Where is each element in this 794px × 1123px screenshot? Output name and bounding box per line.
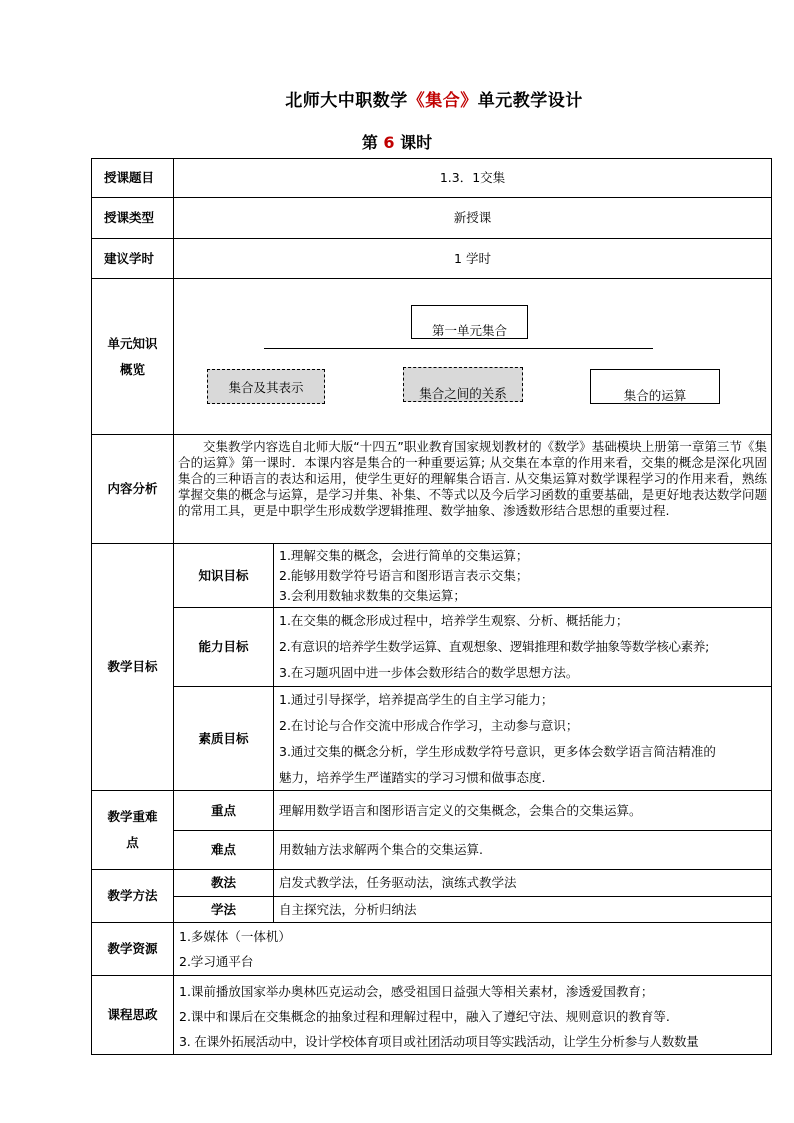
knowledge-items — [273, 543, 772, 608]
literacy-item: 魅力，培养学生严谨踏实的学习习惯和做事态度. — [279, 770, 546, 785]
overview-label-line2: 概览 — [119, 361, 145, 377]
literacy-item: 3.通过交集的概念分析，学生形成数学符号意识，更多体会数学语言简洁精准的 — [279, 744, 716, 759]
knowledge-item: 3.会利用数轴求数集的交集运算； — [279, 588, 466, 603]
difficult-point-label: 难点 — [173, 830, 274, 870]
subtitle-prefix: 第 — [361, 133, 384, 152]
knowledge-item: 1.理解交集的概念，会进行简单的交集运算； — [279, 548, 529, 563]
literacy-item: 2.在讨论与合作交流中形成合作学习，主动参与意识； — [279, 718, 579, 733]
lesson-number: 6 — [383, 133, 395, 152]
title-suffix: 单元教学设计 — [477, 91, 583, 111]
methods-label: 教学方法 — [91, 869, 174, 923]
title-highlight: 《集合》 — [407, 91, 478, 111]
topic-label: 授课题目 — [91, 158, 174, 198]
ideology-item: 1.课前播放国家举办奥林匹克运动会，感受祖国日益强大等相关素材，渗透爱国教育； — [179, 984, 654, 999]
keypoints-label-line2: 点 — [126, 835, 139, 850]
objectives-label: 教学目标 — [91, 543, 174, 791]
ability-item: 1.在交集的概念形成过程中，培养学生观察、分析、概括能力； — [279, 613, 629, 628]
overview-label — [91, 278, 174, 435]
literacy-items — [273, 686, 772, 791]
overview-diagram-cell — [173, 278, 772, 435]
diagram-box-operations: 集合的运算 — [590, 369, 720, 404]
resource-item: 1.多媒体（一体机） — [179, 929, 291, 944]
type-value: 新授课 — [173, 197, 772, 239]
literacy-label: 素质目标 — [173, 686, 274, 791]
resources-label: 教学资源 — [91, 922, 174, 976]
ability-item: 3.在习题巩固中进一步体会数形结合的数学思想方法。 — [279, 665, 579, 680]
title-prefix: 北师大中职数学 — [285, 91, 408, 111]
key-point-value: 理解用数学语言和图形语言定义的交集概念，会集合的交集运算。 — [273, 790, 772, 831]
overview-label-line1: 单元知识 — [107, 335, 158, 351]
difficult-point-value: 用数轴方法求解两个集合的交集运算. — [273, 830, 772, 870]
hours-label: 建议学时 — [91, 238, 174, 279]
document-subtitle — [0, 130, 794, 153]
ideology-label: 课程思政 — [91, 975, 174, 1055]
ability-item: 2.有意识的培养学生数学运算、直观想象、逻辑推理和数学抽象等数学核心素养; — [279, 639, 710, 654]
hours-value: 1 学时 — [173, 238, 772, 279]
content-text: 交集教学内容选自北师大版“十四五”职业教育国家规划教材的《数学》基础模块上册第一章第三节《集合的运算》第一课时．本课内容是集合的一种重要运算; 从交集在本章的作用来看，交集的概念是深化巩固集合的三种语言的表达和运用，使学生更好的理解集合语言. 从交集运算对数学课程学习的作用来看，熟练掌握交集的概念与运算，是学习并集、补集、不等式以及今后学习函数的重要基础，是更好地表达数学问题的常用工具，更是中职学生形成数学逻辑推理、数学抽象、渗透数形结合思想的重要过程. — [173, 434, 772, 544]
ideology-item: 2.课中和课后在交集概念的抽象过程和理解过程中，融入了遵纪守法、规则意识的教育等. — [179, 1009, 670, 1024]
topic-value: 1.3．1交集 — [173, 158, 772, 198]
keypoints-label-line1: 教学重难 — [107, 809, 158, 824]
key-point-label: 重点 — [173, 790, 274, 831]
subtitle-suffix: 课时 — [394, 133, 433, 152]
ideology-items — [173, 975, 772, 1055]
teaching-method-value: 启发式教学法，任务驱动法，演练式教学法 — [273, 869, 772, 897]
ability-label: 能力目标 — [173, 607, 274, 687]
knowledge-label: 知识目标 — [173, 543, 274, 608]
type-label: 授课类型 — [91, 197, 174, 239]
content-label: 内容分析 — [91, 434, 174, 544]
document-title — [0, 86, 794, 111]
diagram-box-relations: 集合之间的关系 — [403, 367, 523, 402]
resources-items — [173, 922, 772, 976]
learning-method-value: 自主探究法，分析归纳法 — [273, 896, 772, 923]
ability-items — [273, 607, 772, 687]
knowledge-item: 2.能够用数学符号语言和图形语言表示交集； — [279, 568, 529, 583]
keypoints-label — [91, 790, 174, 870]
ideology-item: 3. 在课外拓展活动中，设计学校体育项目或社团活动项目等实践活动，让学生分析参与人数数量 — [179, 1034, 699, 1049]
diagram-top-box: 第一单元集合 — [411, 305, 528, 339]
diagram-connector-line — [264, 348, 653, 349]
diagram-box-representation: 集合及其表示 — [207, 369, 325, 404]
resource-item: 2.学习通平台 — [179, 954, 254, 969]
literacy-item: 1.通过引导探学，培养提高学生的自主学习能力； — [279, 692, 554, 707]
teaching-method-label: 教法 — [173, 869, 274, 897]
learning-method-label: 学法 — [173, 896, 274, 923]
